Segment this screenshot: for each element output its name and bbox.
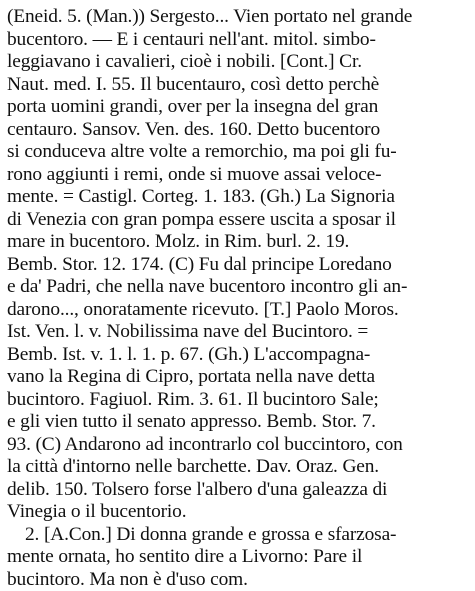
text-line: e da' Padri, che nella nave bucentoro incontro gli an-: [7, 276, 461, 299]
text-line: e gli vien tutto il senato appresso. Bemb. Stor. 7.: [7, 411, 461, 434]
text-line: Naut. med. I. 55. Il bucentauro, così detto perchè: [7, 74, 461, 97]
text-line: mente ornata, ho sentito dire a Livorno: Pare il: [7, 546, 461, 569]
text-line: Vinegia o il bucentorio.: [7, 501, 461, 524]
text-line: Ist. Ven. l. v. Nobilissima nave del Bucintoro. =: [7, 321, 461, 344]
text-line: bucentoro. — E i centauri nell'ant. mitol. simbo-: [7, 29, 461, 52]
text-line: delib. 150. Tolsero forse l'albero d'una galeazza di: [7, 479, 461, 502]
text-line: la città d'intorno nelle barchette. Dav. Oraz. Gen.: [7, 456, 461, 479]
text-line: di Venezia con gran pompa essere uscita a sposar il: [7, 209, 461, 232]
text-line: centauro. Sansov. Ven. des. 160. Detto bucentoro: [7, 119, 461, 142]
text-line: mare in bucentoro. Molz. in Rim. burl. 2. 19.: [7, 231, 461, 254]
text-line: leggiavano i cavalieri, cioè i nobili. [Cont.] Cr.: [7, 51, 461, 74]
text-line: (Eneid. 5. (Man.)) Sergesto... Vien portato nel grande: [7, 6, 461, 29]
text-line: Bemb. Ist. v. 1. l. 1. p. 67. (Gh.) L'accompagna-: [7, 344, 461, 367]
text-line: darono..., onoratamente ricevuto. [T.] Paolo Moros.: [7, 299, 461, 322]
text-line: 93. (C) Andarono ad incontrarlo col buccintoro, con: [7, 434, 461, 457]
text-line: mente. = Castigl. Corteg. 1. 183. (Gh.) La Signoria: [7, 186, 461, 209]
text-line: bucintoro. Ma non è d'uso com.: [7, 569, 461, 591]
text-line: si conduceva altre volte a remorchio, ma poi gli fu-: [7, 141, 461, 164]
text-line: rono aggiunti i remi, onde si muove assai velocе-: [7, 164, 461, 187]
text-line: vano la Regina di Cipro, portata nella nave detta: [7, 366, 461, 389]
text-line: porta uomini grandi, over per la insegna del gran: [7, 96, 461, 119]
text-line: Bemb. Stor. 12. 174. (C) Fu dal principe Loredano: [7, 254, 461, 277]
text-line: bucintoro. Fagiuol. Rim. 3. 61. Il bucintoro Sale;: [7, 389, 461, 412]
sense-2-line: 2. [A.Con.] Di donna grande e grossa e sfarzosa-: [7, 524, 461, 547]
